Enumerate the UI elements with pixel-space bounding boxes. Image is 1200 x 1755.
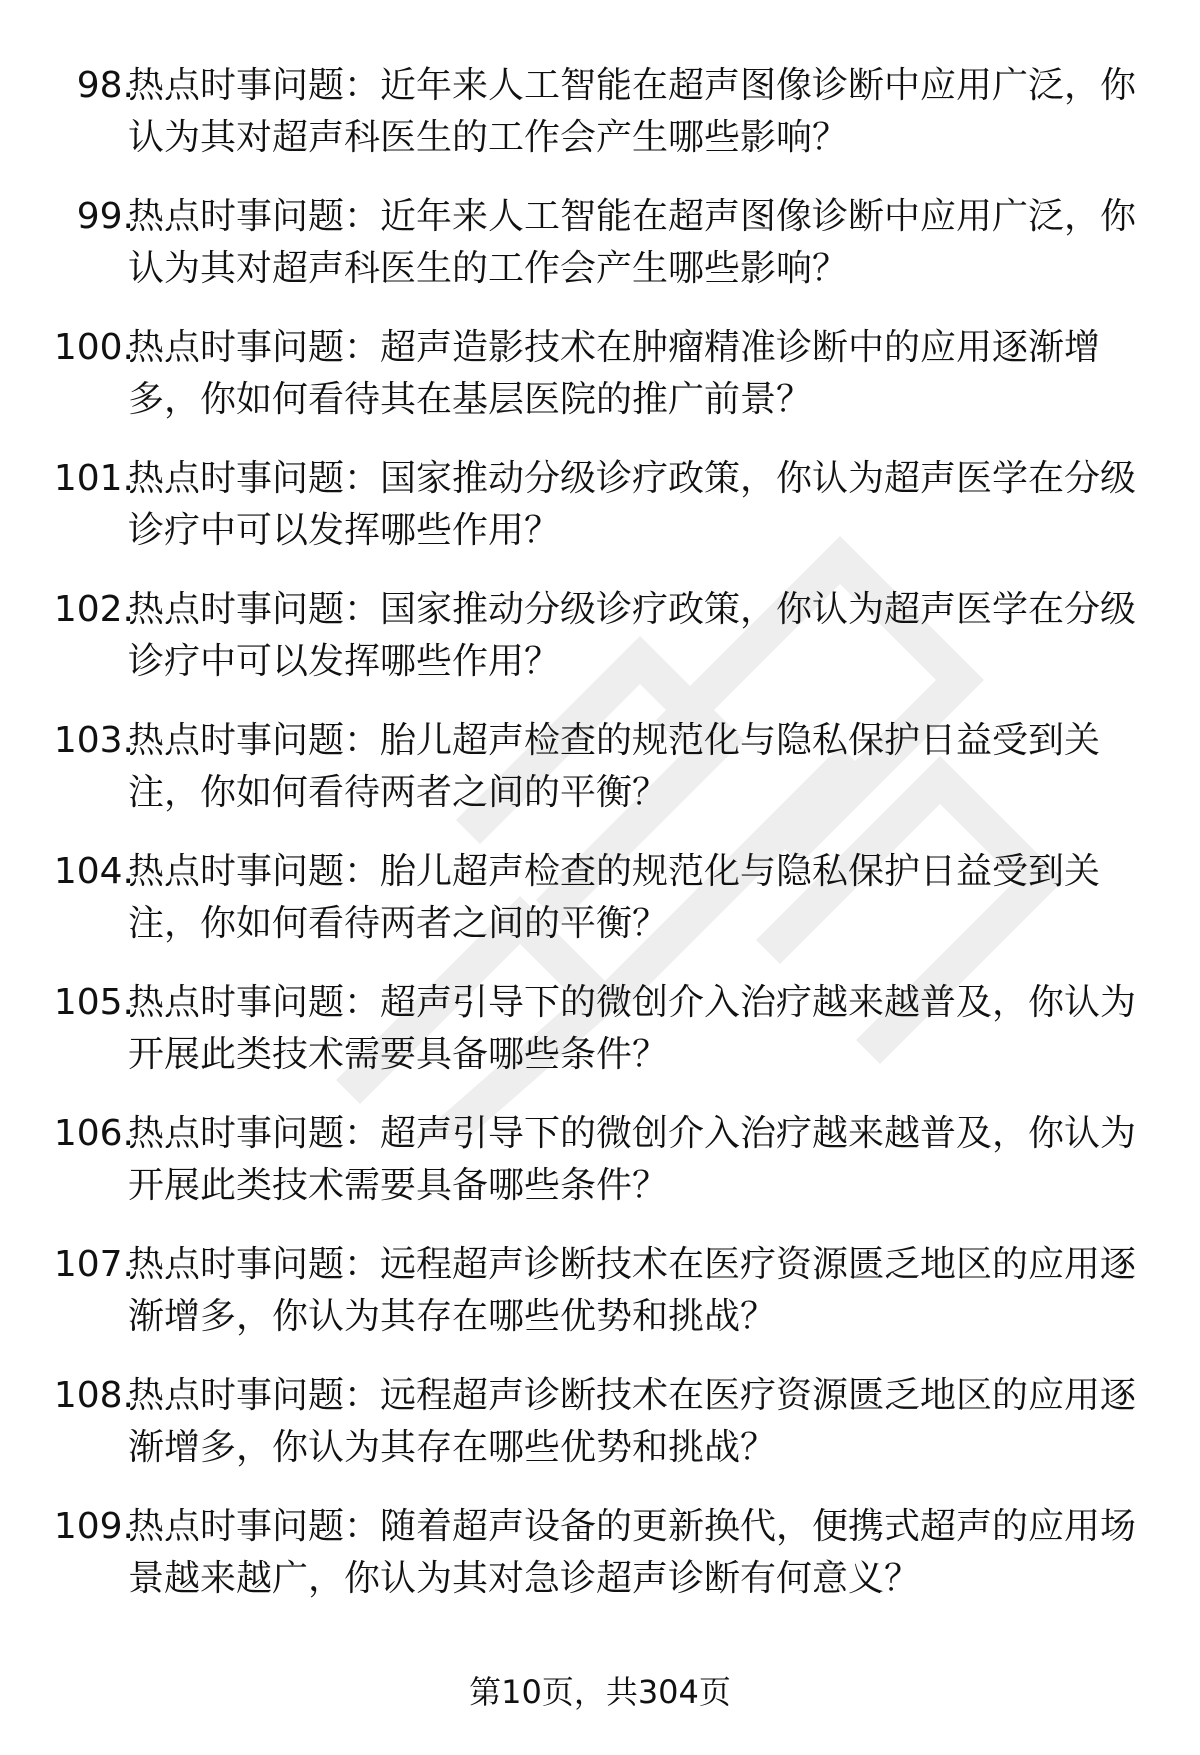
question-line: 热点时事问题：国家推动分级诊疗政策，你认为超声医学在分级 (128, 458, 1137, 499)
question-line: 热点时事问题：胎儿超声检查的规范化与隐私保护日益受到关 (128, 720, 1101, 761)
list-item (0, 1497, 1200, 1628)
question-text (128, 191, 1148, 295)
list-item (0, 1366, 1200, 1497)
question-number: 109. (53, 1506, 134, 1547)
question-text (128, 1370, 1148, 1474)
question-line: 热点时事问题：远程超声诊断技术在医疗资源匮乏地区的应用逐 (128, 1375, 1137, 1416)
question-line: 开展此类技术需要具备哪些条件？ (128, 1165, 669, 1206)
question-list (0, 56, 1200, 1628)
question-line: 多，你如何看待其在基层医院的推广前景？ (128, 379, 813, 420)
question-text (128, 846, 1148, 950)
list-item (0, 56, 1200, 187)
question-text (128, 715, 1148, 819)
question-line: 注，你如何看待两者之间的平衡？ (128, 772, 669, 813)
question-line: 渐增多，你认为其存在哪些优势和挑战？ (128, 1427, 777, 1468)
question-line: 开展此类技术需要具备哪些条件？ (128, 1034, 669, 1075)
list-item (0, 1104, 1200, 1235)
question-text (128, 1239, 1148, 1343)
question-number: 104. (53, 851, 134, 892)
list-item (0, 580, 1200, 711)
question-line: 热点时事问题：随着超声设备的更新换代，便携式超声的应用场 (128, 1506, 1137, 1547)
question-text (128, 1501, 1148, 1605)
question-line: 认为其对超声科医生的工作会产生哪些影响？ (128, 248, 849, 289)
question-text (128, 453, 1148, 557)
question-number: 99. (76, 196, 134, 237)
question-number: 107. (53, 1244, 134, 1285)
list-item (0, 318, 1200, 449)
question-number: 100. (53, 327, 134, 368)
list-item (0, 842, 1200, 973)
list-item (0, 1235, 1200, 1366)
list-item (0, 449, 1200, 580)
question-number: 105. (53, 982, 134, 1023)
list-item (0, 187, 1200, 318)
question-line: 诊疗中可以发挥哪些作用？ (128, 641, 561, 682)
question-number: 106. (53, 1113, 134, 1154)
question-line: 热点时事问题：近年来人工智能在超声图像诊断中应用广泛，你 (128, 196, 1137, 237)
question-line: 热点时事问题：胎儿超声检查的规范化与隐私保护日益受到关 (128, 851, 1101, 892)
question-text (128, 584, 1148, 688)
question-line: 热点时事问题：超声引导下的微创介入治疗越来越普及，你认为 (128, 1113, 1137, 1154)
question-number: 103. (53, 720, 134, 761)
question-number: 98. (76, 65, 134, 106)
question-number: 102. (53, 589, 134, 630)
list-item (0, 711, 1200, 842)
list-item (0, 973, 1200, 1104)
question-number: 108. (53, 1375, 134, 1416)
question-line: 热点时事问题：远程超声诊断技术在医疗资源匮乏地区的应用逐 (128, 1244, 1137, 1285)
question-text (128, 1108, 1148, 1212)
question-line: 景越来越广，你认为其对急诊超声诊断有何意义？ (128, 1558, 921, 1599)
question-line: 渐增多，你认为其存在哪些优势和挑战？ (128, 1296, 777, 1337)
question-line: 注，你如何看待两者之间的平衡？ (128, 903, 669, 944)
question-line: 热点时事问题：近年来人工智能在超声图像诊断中应用广泛，你 (128, 65, 1137, 106)
question-line: 热点时事问题：国家推动分级诊疗政策，你认为超声医学在分级 (128, 589, 1137, 630)
question-line: 诊疗中可以发挥哪些作用？ (128, 510, 561, 551)
question-number: 101. (53, 458, 134, 499)
question-text (128, 322, 1148, 426)
page-number: 第10页，共304页 (469, 1673, 731, 1711)
question-text (128, 60, 1148, 164)
question-line: 热点时事问题：超声造影技术在肿瘤精准诊断中的应用逐渐增 (128, 327, 1101, 368)
question-line: 认为其对超声科医生的工作会产生哪些影响？ (128, 117, 849, 158)
question-line: 热点时事问题：超声引导下的微创介入治疗越来越普及，你认为 (128, 982, 1137, 1023)
question-text (128, 977, 1148, 1081)
